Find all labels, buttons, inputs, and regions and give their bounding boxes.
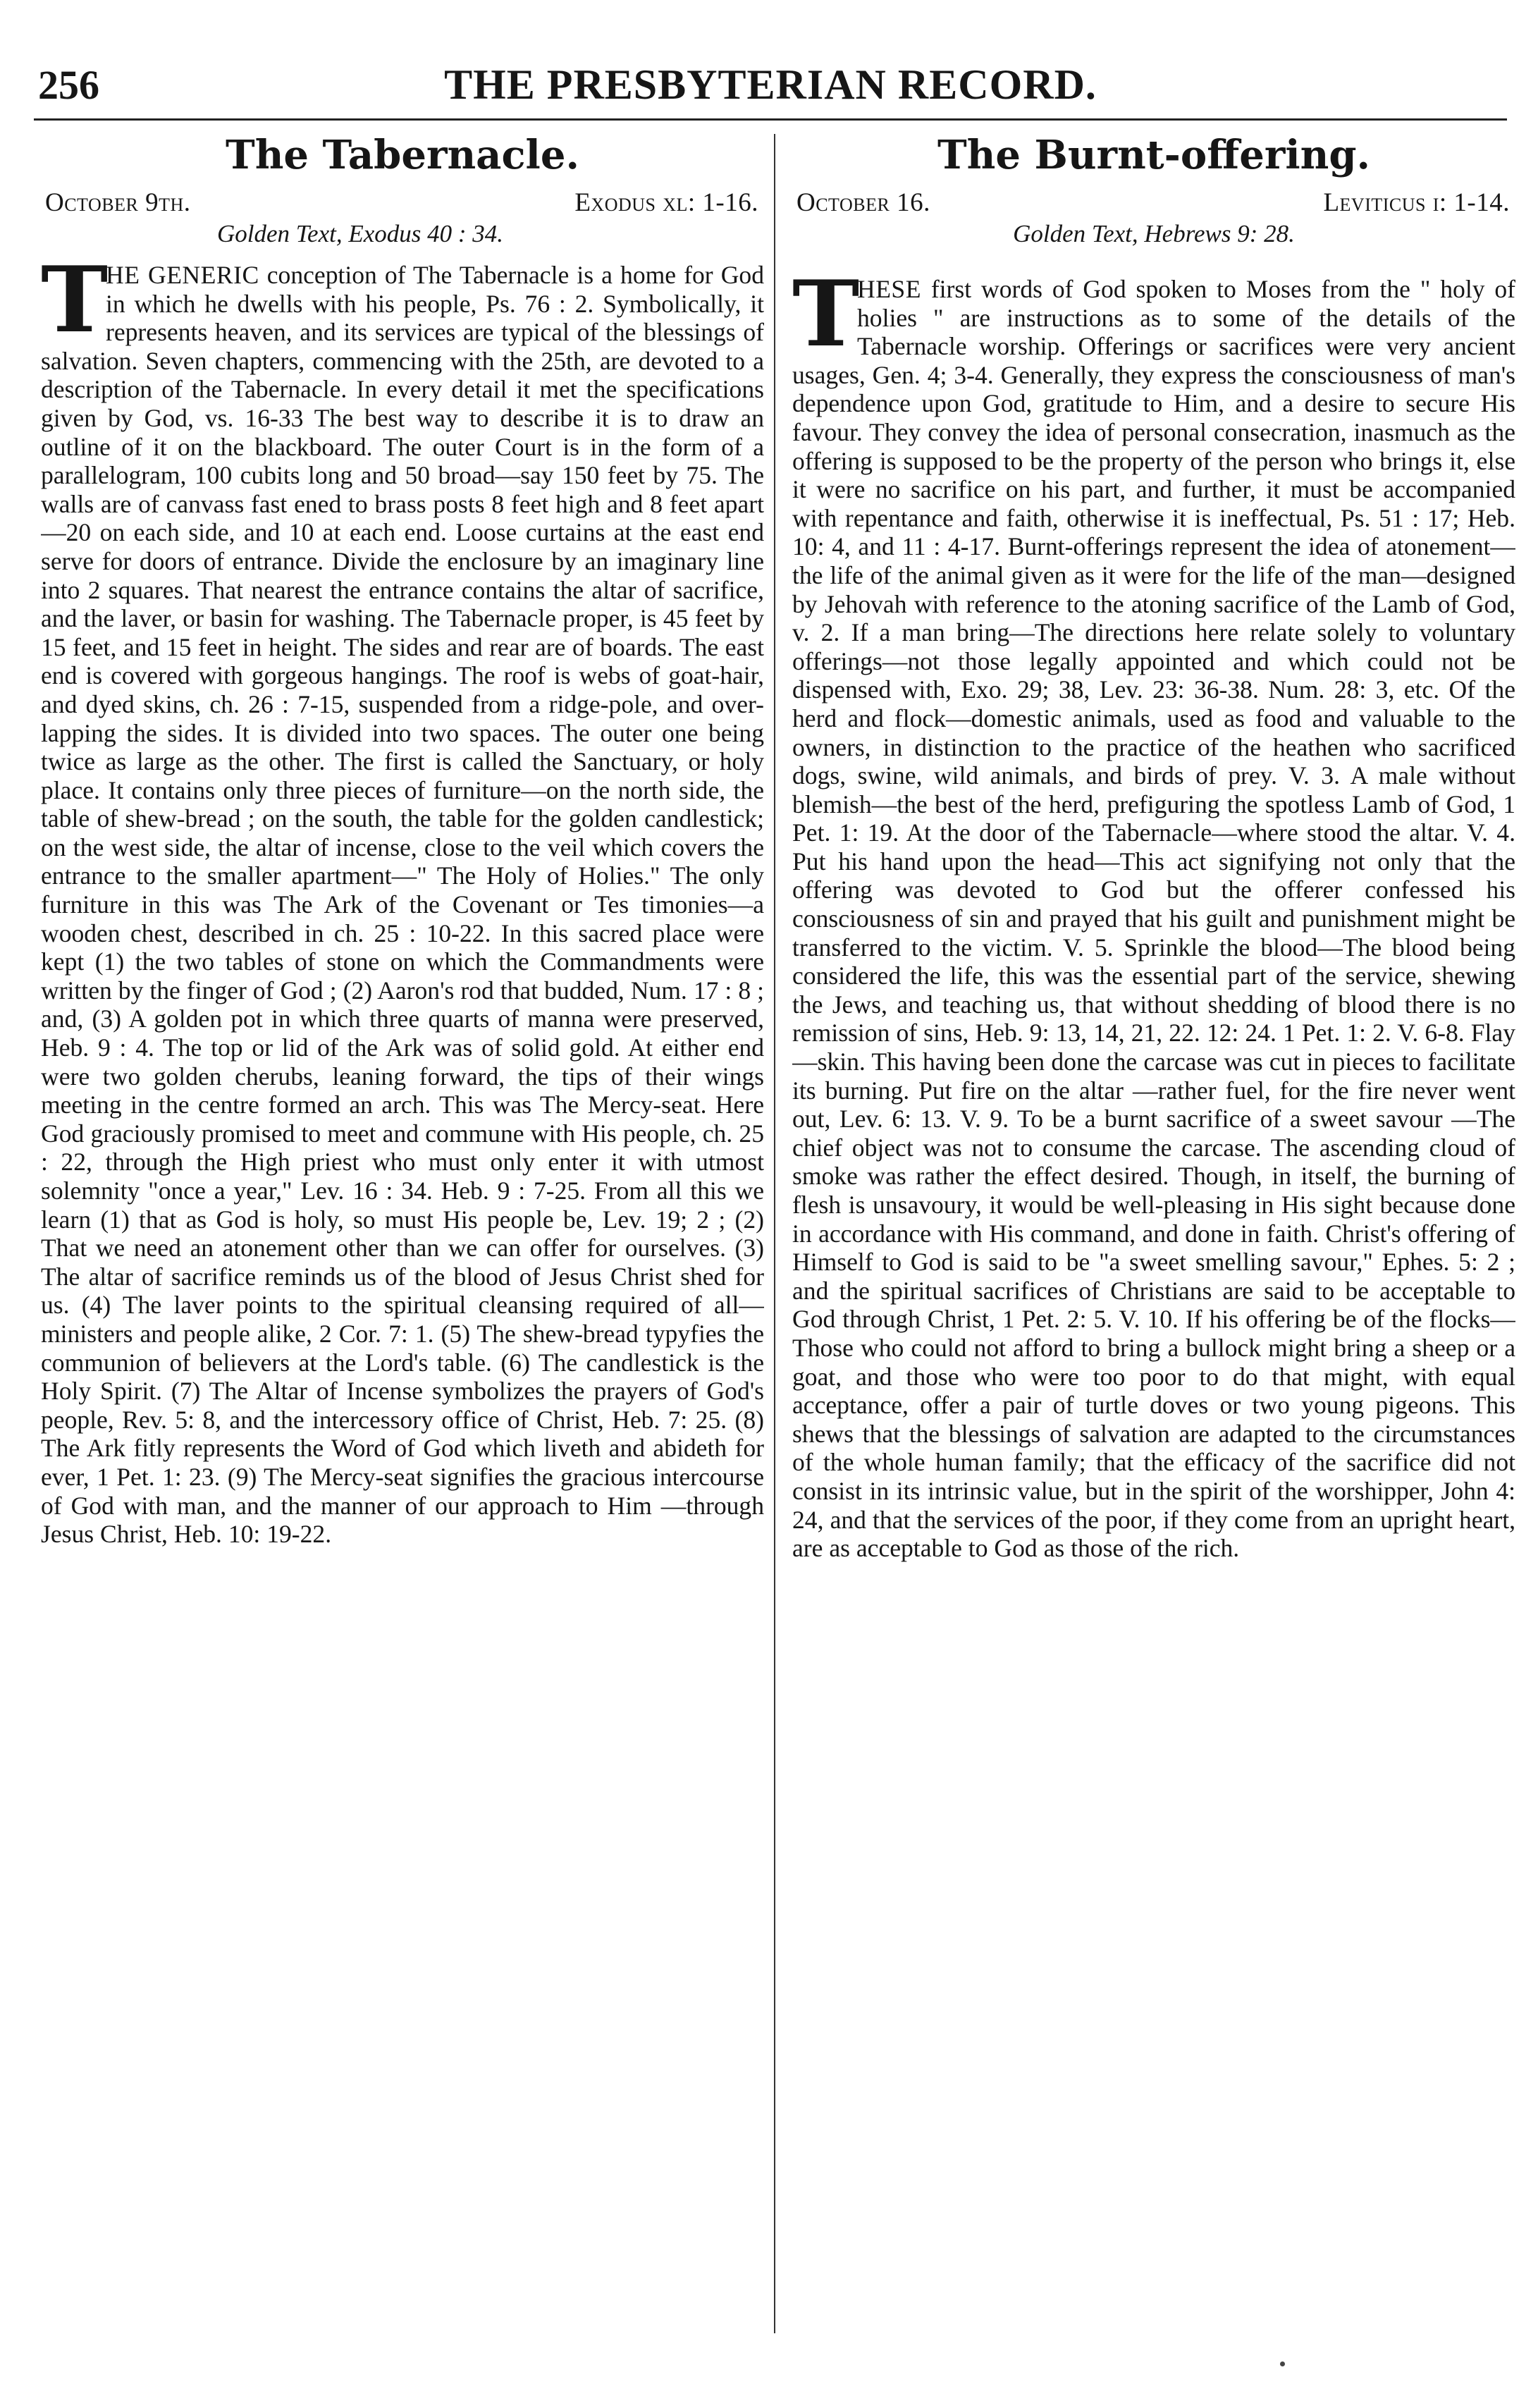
column-divider — [774, 134, 775, 2333]
page-number: 256 — [38, 62, 99, 108]
scripture-reference: Leviticus i: 1-14. — [1323, 188, 1510, 217]
article-body — [41, 247, 764, 1549]
right-column-burnt-offering — [792, 134, 1515, 2347]
drop-cap: T — [41, 247, 109, 353]
lead-words: HE GENERIC — [106, 261, 259, 289]
lesson-date: October 9th. — [45, 188, 191, 217]
article-title: The Burnt-offering. — [937, 134, 1370, 178]
lead-words: HESE — [857, 275, 921, 303]
drop-cap: T — [792, 262, 860, 367]
print-speck — [1280, 2361, 1285, 2366]
body-text: first words of God spoken to Moses from the " holy of holies " are instructions as to some of the details of the Tabernacle worship. Offerings or sacrifices were very ancient usages, Gen. 4; 3-4. Generally, they express the consciousness of man's dependence upon God, gratitude to Him, and a desire to secure His favour. They convey the idea of personal consecration, inasmuch as the offering is supposed to be the property of the person who brings it, else it were no sacrifice on his part, and further, it must be accompanied with repentance and faith, otherwise it is ineffectual, Ps. 51 : 17; Heb. 10: 4, and 11 : 4-17. Burnt-offerings represent the idea of atonement—the life of the animal given as it were for the life of the man—designed by Jehovah with reference to the atoning sacrifice of the Lamb of God, v. 2. If a man bring—The directions here relate solely to voluntary offerings—not those legally appointed and which could not be dispensed with, Exo. 29; 38, Lev. 23: 36-38. Num. 28: 3, etc. Of the herd and flock—domestic animals, used as food and valuable to the owners, in distinction to the practice of the heathen who sacrificed dogs, swine, wild animals, and birds of prey. V. 3. A male without blemish—the best of the herd, prefiguring the spotless Lamb of God, 1 Pet. 1: 19. At the door of the Tabernacle—where stood the altar. V. 4. Put his hand upon the head—This act signifying not only that the offering was devoted to God but the offerer confessed his consciousness of sin and prayed that his guilt and punishment might be transferred to the victim. V. 5. Sprinkle the blood—The blood being considered the life, this was the essential part of the service, shewing the Jews, and teaching us, that without shedding of blood there is no remission of sins, Heb. 9: 13, 14, 21, 22. 12: 24. 1 Pet. 1: 2. V. 6-8. Flay—skin. This having been done the carcase was cut in pieces to facilitate its burning. Put fire on the altar —rather fuel, for the fire never went out, Lev. 6: 13. V. 9. To be a burnt sacrifice of a sweet savour —The chief object was not to consume the carcase. The ascending cloud of smoke was rather the effect desired. Though, in itself, the burning of flesh is unsavoury, it would be well-pleasing in His sight because done in accordance with His command, and done in faith. Christ's offering of Himself to God is said to be "a sweet smelling savour," Ephes. 5: 2 ; and the spiritual sacrifices of Christians are said to be acceptable to God through Christ, 1 Pet. 2: 5. V. 10. If his offering be of the flocks—Those who could not afford to bring a bullock might bring a sheep or a goat, and those who were too poor to do that might, with equal acceptance, offer a pair of turtle doves or two young pigeons. This shews that the blessings of salvation are adapted to the circumstances of the whole human family; that the efficacy of the sacrifice did not consist in its intrinsic value, but in the spirit of the worshipper, John 4: 24, and that the services of the poor, if they come from an upright heart, are as acceptable to God as those of the rich. — [792, 275, 1515, 1563]
article-body — [792, 262, 1515, 1563]
header-rule — [34, 118, 1507, 121]
scripture-reference: Exodus xl: 1-16. — [574, 188, 758, 217]
body-text: conception of The Tabernacle is a home for God in which he dwells with his people, Ps. 76 : 2. Symbolically, it represents heaven, and its services are typical of the blessings of salvation. Seven chapters, commencing with the 25th, are devoted to a description of the Tabernacle. In every detail it met the specifications given by God, vs. 16-33 The best way to describe it is to draw an outline of it on the blackboard. The outer Court is in the form of a parallelogram, 100 cubits long and 50 broad—say 150 feet by 75. The walls are of canvass fast ened to brass posts 8 feet high and 8 feet apart—20 on each side, and 10 at each end. Loose curtains at the east end serve for doors of entrance. Divide the enclosure by an imaginary line into 2 squares. That nearest the entrance contains the altar of sacrifice, and the laver, or basin for washing. The Tabernacle proper, is 45 feet by 15 feet, and 15 feet in height. The sides and rear are of boards. The east end is covered with gorgeous hangings. The roof is webs of goat-hair, and dyed skins, ch. 26 : 7-15, suspended from a ridge-pole, and over-lapping the sides. It is divided into two spaces. The outer one being twice as large as the other. The first is called the Sanctuary, or holy place. It contains only three pieces of furniture—on the north side, the table of shew-bread ; on the south, the table for the golden candlestick; on the west side, the altar of incense, close to the veil which covers the entrance to the smaller apartment—" The Holy of Holies." The only furniture in this was The Ark of the Covenant or Tes timonies—a wooden chest, described in ch. 25 : 10-22. In this sacred place were kept (1) the two tables of stone on which the Commandments were written by the finger of God ; (2) Aaron's rod that budded, Num. 17 : 8 ; and, (3) A golden pot in which three quarts of manna were preserved, Heb. 9 : 4. The top or lid of the Ark was of solid gold. At either end were two golden cherubs, leaning forward, the tips of their wings meeting in the centre formed an arch. This was The Mercy-seat. Here God graciously promised to meet and commune with His people, ch. 25 : 22, through the High priest who must only enter it with utmost solemnity "once a year," Lev. 16 : 34. Heb. 9 : 7-25. From all this we learn (1) that as God is holy, so must His people be, Lev. 19; 2 ; (2) That we need an atonement other than we can offer for ourselves. (3) The altar of sacrifice reminds us of the blood of Jesus Christ shed for us. (4) The laver points to the spiritual cleansing required of all—ministers and people alike, 2 Cor. 7: 1. (5) The shew-bread typyfies the communion of believers at the Lord's table. (6) The candlestick is the Holy Spirit. (7) The Altar of Incense symbolizes the prayers of God's people, Rev. 5: 8, and the intercessory office of Christ, Heb. 7: 25. (8) The Ark fitly represents the Word of God which liveth and abideth for ever, 1 Pet. 1: 23. (9) The Mercy-seat signifies the gracious intercourse of God with man, and the manner of our approach to Him —through Jesus Christ, Heb. 10: 19-22. — [41, 261, 764, 1549]
journal-title: THE PRESBYTERIAN RECORD. — [444, 61, 1097, 108]
left-column-tabernacle — [41, 134, 764, 2347]
lesson-meta — [792, 188, 1515, 219]
lesson-date: October 16. — [796, 188, 930, 217]
lesson-meta — [41, 188, 764, 219]
golden-text: Golden Text, Exodus 40 : 34. — [217, 220, 504, 247]
article-title: The Tabernacle. — [226, 134, 579, 178]
golden-text: Golden Text, Hebrews 9: 28. — [1013, 220, 1295, 247]
page-header — [34, 25, 1507, 124]
